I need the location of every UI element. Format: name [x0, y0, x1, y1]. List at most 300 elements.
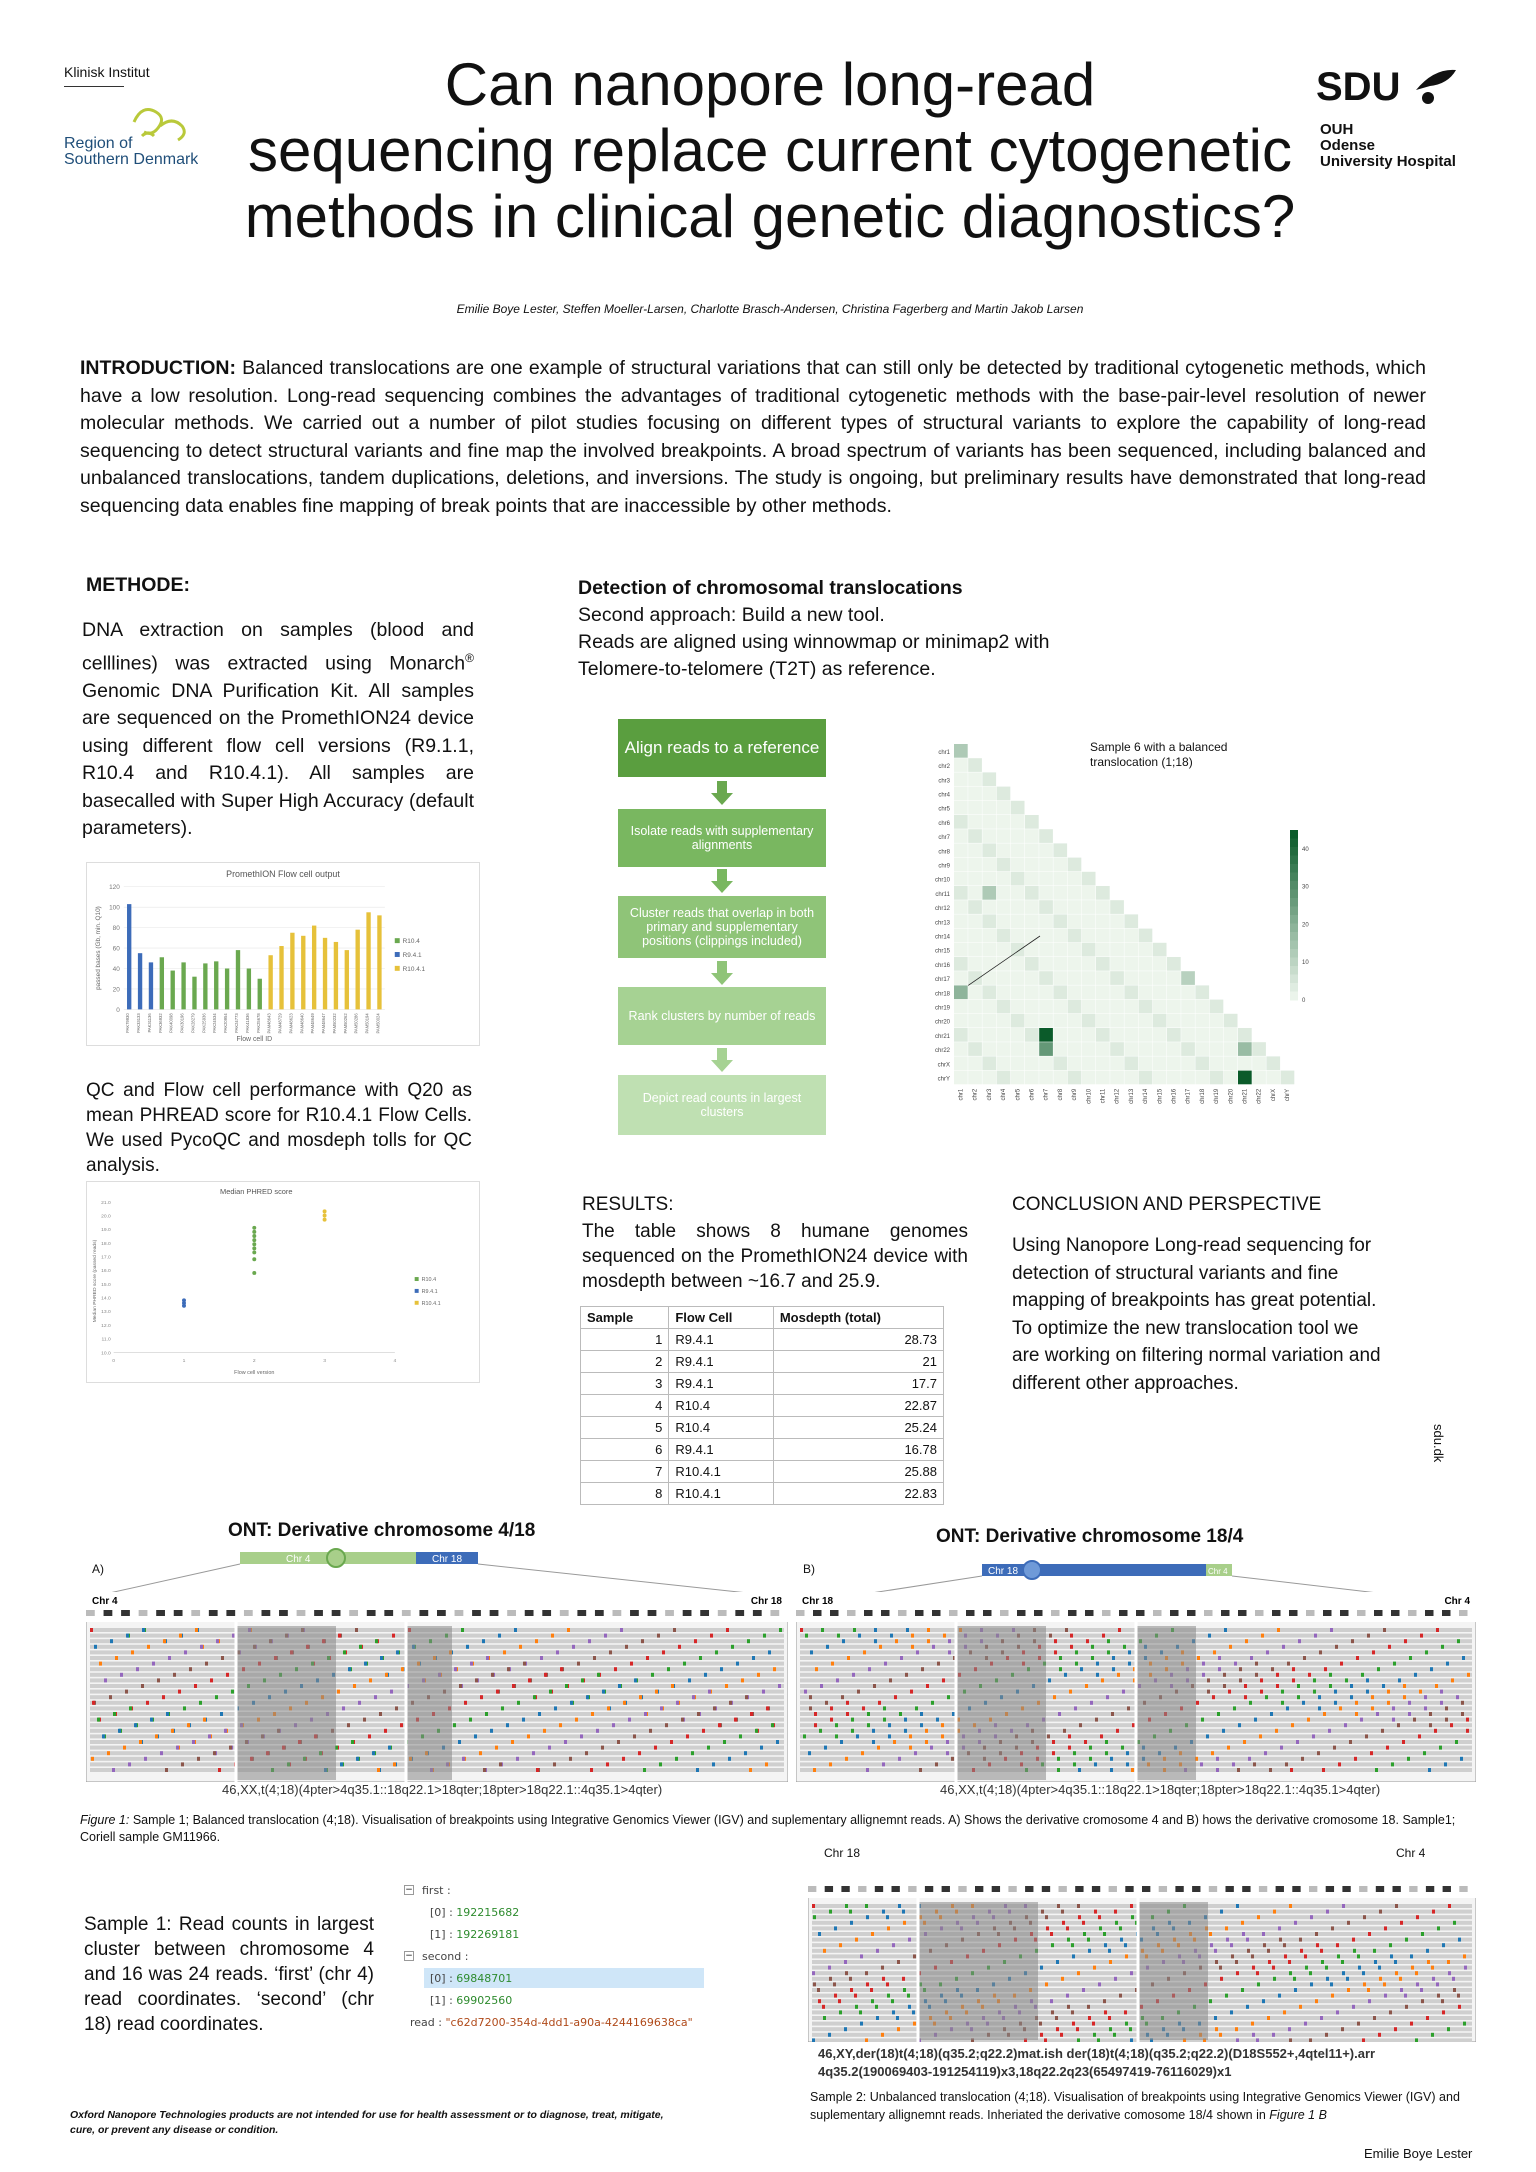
mismatch-mark	[485, 1712, 488, 1716]
mismatch-mark	[1458, 1938, 1461, 1942]
colorbar-tick: 10	[1302, 960, 1309, 967]
ideogram-band	[925, 1886, 933, 1892]
mismatch-mark	[905, 1673, 908, 1677]
flow-step-cluster: Cluster reads that overlap in both primary and supplementary positions (clippings included)	[618, 896, 826, 958]
cell-sample: 7	[581, 1461, 669, 1483]
ideogram-band	[613, 1610, 622, 1616]
y-tick-label: 10.0	[101, 1351, 111, 1357]
ideogram-band	[992, 1886, 1000, 1892]
mismatch-mark	[1064, 1673, 1067, 1677]
mismatch-mark	[577, 1662, 580, 1666]
igv-header	[86, 1592, 788, 1622]
y-tick-label: 18.0	[101, 1241, 111, 1247]
intro-heading: INTRODUCTION:	[80, 357, 236, 379]
mismatch-mark	[856, 1734, 859, 1738]
cell-sample: 2	[581, 1351, 669, 1373]
heatmap-cell	[982, 929, 996, 943]
mismatch-mark	[1377, 1667, 1380, 1671]
mismatch-mark	[1371, 1695, 1374, 1699]
phred-score-chart	[86, 1181, 480, 1383]
mismatch-mark	[1400, 1988, 1403, 1992]
mismatch-mark	[731, 1645, 734, 1649]
heatmap-cell	[1110, 929, 1124, 943]
cell-sample: 6	[581, 1439, 669, 1461]
mismatch-mark	[763, 1634, 766, 1638]
heatmap-cell	[1139, 971, 1153, 985]
mismatch-mark	[1094, 1910, 1097, 1914]
heatmap-cell	[1110, 1028, 1124, 1042]
heatmap-cell	[1082, 886, 1096, 900]
mismatch-mark	[892, 2010, 895, 2014]
mismatch-mark	[812, 1971, 815, 1975]
mismatch-mark	[646, 1656, 649, 1660]
y-tick-label: chr18	[934, 991, 950, 998]
mismatch-mark	[1424, 1695, 1427, 1699]
mismatch-mark	[176, 1746, 179, 1750]
mismatch-mark	[1084, 1740, 1087, 1744]
mismatch-mark	[1456, 1695, 1459, 1699]
mismatch-mark	[951, 1757, 954, 1761]
mismatch-mark	[1124, 1943, 1127, 1947]
mismatch-mark	[1196, 1701, 1199, 1705]
mismatch-mark	[355, 1628, 358, 1632]
panel-b-label: B)	[803, 1562, 815, 1576]
mismatch-mark	[1383, 1982, 1386, 1986]
scatter-point	[252, 1271, 256, 1275]
mismatch-mark	[1331, 1926, 1334, 1930]
mismatch-mark	[1394, 1960, 1397, 1964]
mismatch-mark	[459, 1684, 462, 1688]
ideogram-band	[1204, 1610, 1213, 1616]
mismatch-mark	[1091, 1656, 1094, 1660]
ideogram-band	[1136, 1610, 1145, 1616]
mismatch-mark	[1383, 1628, 1386, 1632]
heatmap-cell	[1068, 1000, 1082, 1014]
mismatch-mark	[1047, 1734, 1050, 1738]
mismatch-mark	[1218, 1667, 1221, 1671]
mismatch-mark	[828, 1966, 831, 1970]
mismatch-mark	[947, 1695, 950, 1699]
hospital-line2: Odense	[1320, 137, 1376, 154]
mismatch-mark	[136, 1667, 139, 1671]
mismatch-mark	[872, 1729, 875, 1733]
mismatch-mark	[874, 1628, 877, 1632]
mismatch-mark	[1080, 1667, 1083, 1671]
mismatch-mark	[1040, 2033, 1043, 2037]
heatmap-cell	[1210, 1014, 1224, 1028]
heatmap-cell	[1238, 1071, 1252, 1085]
legend-label: R10.4	[421, 1277, 437, 1284]
mismatch-mark	[1095, 1718, 1098, 1722]
heatmap-cell	[1139, 957, 1153, 971]
mismatch-mark	[1101, 1678, 1104, 1682]
mismatch-mark	[392, 1634, 395, 1638]
legend-label: R10.4.1	[402, 965, 426, 973]
heatmap-cell	[1011, 971, 1025, 985]
heatmap-cell	[1039, 1071, 1053, 1085]
mismatch-mark	[1379, 1910, 1382, 1914]
mismatch-mark	[1437, 1926, 1440, 1930]
collapse-icon[interactable]: −	[405, 1951, 413, 1961]
heatmap-cell	[1238, 1056, 1252, 1070]
json-item-read[interactable]	[410, 2012, 693, 2032]
mismatch-mark	[887, 1994, 890, 1998]
mismatch-mark	[1229, 1645, 1232, 1649]
mismatch-mark	[852, 1673, 855, 1677]
soft-clip-region	[1138, 1902, 1208, 2040]
colorbar-segment	[1290, 839, 1298, 848]
x-tick-label: 0	[112, 1359, 116, 1365]
heatmap-cell	[1181, 1042, 1195, 1056]
mismatch-mark	[1337, 1954, 1340, 1958]
mismatch-mark	[678, 1645, 681, 1649]
bar	[247, 969, 251, 1010]
mismatch-mark	[486, 1656, 489, 1660]
mismatch-mark	[1310, 1982, 1313, 1986]
y-tick-label: chr5	[938, 806, 950, 813]
cell-mosdepth: 25.88	[773, 1461, 943, 1483]
mismatch-mark	[713, 1706, 716, 1710]
json-item-selected[interactable]	[424, 1968, 704, 1988]
left-chr-label: Chr 4	[92, 1596, 118, 1607]
mismatch-mark	[1251, 2022, 1254, 2026]
mismatch-mark	[1395, 1904, 1398, 1908]
x-tick-label: chr14	[1143, 1088, 1150, 1104]
results-text: The table shows 8 humane genomes sequenced on the PromethION24 device with mosdepth between ~16.7 and 25.9.	[582, 1221, 968, 1292]
mismatch-mark	[1075, 1662, 1078, 1666]
ideogram-band	[825, 1886, 833, 1892]
mismatch-mark	[1352, 1938, 1355, 1942]
mismatch-mark	[829, 1762, 832, 1766]
mismatch-mark	[896, 2016, 899, 2020]
mismatch-mark	[851, 1729, 854, 1733]
y-tick-label: 60	[112, 945, 120, 953]
methods-text-part2: Genomic DNA Purification Kit. All samples are sequenced on the PromethION24 device using different flow cell versions (R9.1.1, R10.4 and R10.4.1). All samples are basecalled with Super High Accuracy (default parameters).	[82, 679, 474, 839]
bar	[356, 930, 360, 1010]
mismatch-mark	[1275, 1729, 1278, 1733]
mismatch-mark	[1455, 1740, 1458, 1744]
mismatch-mark	[1236, 1904, 1239, 1908]
mismatch-mark	[588, 1639, 591, 1643]
mismatch-mark	[1220, 1910, 1223, 1914]
json-item[interactable]	[430, 1902, 519, 1922]
mismatch-mark	[1219, 2033, 1222, 2037]
mismatch-mark	[1267, 2016, 1270, 2020]
mismatch-mark	[512, 1684, 515, 1688]
y-tick-label: chr22	[934, 1048, 950, 1055]
bar	[160, 957, 164, 1009]
heatmap-cell	[968, 829, 982, 843]
mismatch-mark	[1257, 1915, 1260, 1919]
heatmap-cell	[1082, 929, 1096, 943]
mismatch-mark	[1390, 1954, 1393, 1958]
mismatch-mark	[368, 1734, 371, 1738]
ideogram-band	[1000, 1610, 1009, 1616]
mismatch-mark	[815, 1667, 818, 1671]
igv-panel-a	[86, 1592, 788, 1782]
mismatch-mark	[897, 2027, 900, 2031]
mismatch-mark	[1319, 1650, 1322, 1654]
mismatch-mark	[1342, 1971, 1345, 1975]
mismatch-mark	[496, 1690, 499, 1694]
mismatch-mark	[1268, 1960, 1271, 1964]
json-index: [1] :	[430, 1993, 453, 2007]
heatmap-cell	[982, 1028, 996, 1042]
mismatch-mark	[697, 1712, 700, 1716]
mismatch-mark	[1106, 1695, 1109, 1699]
mismatch-mark	[348, 1667, 351, 1671]
mismatch-mark	[197, 1757, 200, 1761]
mismatch-mark	[1103, 1932, 1106, 1936]
mismatch-mark	[771, 1723, 774, 1727]
heatmap-cell	[1110, 1056, 1124, 1070]
x-tick-label: PAK33133	[136, 1013, 142, 1033]
mismatch-mark	[1257, 1982, 1260, 1986]
chart-title: PromethION Flow cell output	[226, 868, 340, 879]
mismatch-mark	[874, 1639, 877, 1643]
mismatch-mark	[809, 1695, 812, 1699]
mismatch-mark	[1293, 1977, 1296, 1981]
heatmap-cell	[1096, 971, 1110, 985]
mismatch-mark	[1345, 1678, 1348, 1682]
mismatch-mark	[657, 1634, 660, 1638]
mismatch-mark	[1207, 1690, 1210, 1694]
y-tick-label: chr21	[934, 1033, 950, 1040]
mismatch-mark	[913, 1954, 916, 1958]
mismatch-mark	[1330, 1628, 1333, 1632]
disclaimer: Oxford Nanopore Technologies products are not intended for use for health assessment or to diagnose, treat, mitigate, cure, or prevent any disease or condition.	[70, 2109, 664, 2136]
mismatch-mark	[1099, 1926, 1102, 1930]
mismatch-mark	[708, 1690, 711, 1694]
translocation-heatmap	[900, 730, 1320, 1110]
mismatch-mark	[1445, 1706, 1448, 1710]
mismatch-mark	[1044, 2038, 1047, 2042]
mismatch-mark	[1392, 1706, 1395, 1710]
mismatch-mark	[1403, 1695, 1406, 1699]
heatmap-cell	[1096, 985, 1110, 999]
heatmap-cell	[1011, 914, 1025, 928]
heatmap-cell	[1124, 985, 1138, 999]
right-chr-label: Chr 4	[1444, 1596, 1470, 1607]
json-item[interactable]	[430, 1924, 519, 1944]
heatmap-cell	[1096, 914, 1110, 928]
bar	[138, 953, 142, 1009]
mismatch-mark	[1421, 1932, 1424, 1936]
mismatch-mark	[846, 1712, 849, 1716]
mismatch-mark	[168, 1656, 171, 1660]
mismatch-mark	[718, 1723, 721, 1727]
mismatch-mark	[925, 1740, 928, 1744]
mismatch-mark	[1444, 1762, 1447, 1766]
mismatch-mark	[1272, 1966, 1275, 1970]
mismatch-mark	[839, 2010, 842, 2014]
ideogram-band	[139, 1610, 148, 1616]
heatmap-cell	[1195, 985, 1209, 999]
title-line-3: methods in clinical genetic diagnostics?	[244, 183, 1296, 250]
heatmap-cell	[1224, 1028, 1238, 1042]
mismatch-mark	[651, 1673, 654, 1677]
heatmap-cell	[1068, 858, 1082, 872]
json-item[interactable]	[430, 1990, 512, 2010]
ideogram-band	[796, 1610, 805, 1616]
heatmap-cell	[1153, 1071, 1167, 1085]
panel-a-karyotype: 46,XX,t(4;18)(4pter>4q35.1::18q22.1>18qter;18pter>18q22.1::4q35.1>4qter)	[222, 1782, 663, 1797]
legend-swatch	[395, 938, 400, 943]
sdu-url[interactable]: sdu.dk	[1431, 1424, 1446, 1463]
heatmap-cell	[982, 943, 996, 957]
x-tick-label: PAK40098	[168, 1013, 174, 1033]
heatmap-cell	[1011, 872, 1025, 886]
json-node-second[interactable]	[404, 1946, 468, 1966]
collapse-icon[interactable]: −	[405, 1885, 413, 1895]
mismatch-mark	[94, 1645, 97, 1649]
heatmap-cell	[997, 858, 1011, 872]
mismatch-mark	[570, 1701, 573, 1705]
json-value: 192269181	[456, 1927, 520, 1941]
cell-sample: 1	[581, 1329, 669, 1351]
y-tick-label: 20	[112, 986, 120, 994]
heatmap-cell	[1096, 900, 1110, 914]
heatmap-cell	[954, 886, 968, 900]
mismatch-mark	[1049, 1634, 1052, 1638]
mismatch-mark	[1289, 1904, 1292, 1908]
heatmap-cell	[1195, 1042, 1209, 1056]
heatmap-cell	[968, 815, 982, 829]
heatmap-cell	[1068, 985, 1082, 999]
mismatch-mark	[625, 1645, 628, 1649]
mismatch-mark	[1323, 1712, 1326, 1716]
mismatch-mark	[1127, 1706, 1130, 1710]
mismatch-mark	[712, 1762, 715, 1766]
mismatch-mark	[1250, 1656, 1253, 1660]
mismatch-mark	[462, 1757, 465, 1761]
heatmap-cell	[1110, 971, 1124, 985]
figure1-caption-text: Sample 1; Balanced translocation (4;18). Visualisation of breakpoints using Integrative Genomics Viewer (IGV) and suplementary allignemnt reads. A) Shows the derivative cromosome 4 and B) hows the derivative cromosome 18. Sample1; Coriell sample GM11966.	[80, 1813, 1456, 1844]
x-tick-label: chr22	[1256, 1088, 1263, 1104]
mismatch-mark	[1376, 1712, 1379, 1716]
y-tick-label: chrY	[937, 1076, 950, 1083]
x-axis-label: Flow cell version	[234, 1370, 275, 1377]
mismatch-mark	[1065, 1628, 1068, 1632]
ideogram-band	[1409, 1886, 1417, 1892]
heatmap-cell	[1053, 1042, 1067, 1056]
heatmap-cell	[968, 772, 982, 786]
y-tick-label: 80	[112, 925, 120, 933]
mismatch-mark	[1060, 2033, 1063, 2037]
igv-panel-b	[796, 1592, 1476, 1782]
mismatch-mark	[536, 1768, 539, 1772]
mismatch-mark	[1077, 1904, 1080, 1908]
heatmap-cell	[1025, 843, 1039, 857]
bar	[236, 950, 240, 1009]
left-chr-label: Chr 18	[802, 1596, 834, 1607]
figure1-caption	[80, 1812, 1480, 1846]
heatmap-cell	[1096, 929, 1110, 943]
mismatch-mark	[1209, 1999, 1212, 2003]
mismatch-mark	[865, 1971, 868, 1975]
mismatch-mark	[1247, 1949, 1250, 1953]
heatmap-cell	[968, 872, 982, 886]
cell-mosdepth: 22.87	[773, 1395, 943, 1417]
mismatch-mark	[1304, 2022, 1307, 2026]
mismatch-mark	[1214, 2016, 1217, 2020]
mismatch-mark	[1404, 1639, 1407, 1643]
mismatch-mark	[1119, 1926, 1122, 1930]
heatmap-cell	[954, 872, 968, 886]
cell-mosdepth: 25.24	[773, 1417, 943, 1439]
mismatch-mark	[644, 1712, 647, 1716]
y-tick-label: chrX	[937, 1062, 950, 1069]
heatmap-cell	[1238, 1042, 1252, 1056]
mismatch-mark	[882, 1977, 885, 1981]
y-tick-label: chr2	[938, 764, 950, 771]
mismatch-mark	[1053, 1695, 1056, 1699]
mismatch-mark	[1457, 1639, 1460, 1643]
mismatch-mark	[1378, 1966, 1381, 1970]
mismatch-mark	[1328, 1729, 1331, 1733]
mismatch-mark	[178, 1690, 181, 1694]
cell-flowcell: R9.4.1	[669, 1329, 773, 1351]
mismatch-mark	[179, 1634, 182, 1638]
bar	[268, 955, 272, 1009]
mismatch-mark	[1358, 1966, 1361, 1970]
mismatch-mark	[601, 1746, 604, 1750]
heatmap-cell	[1124, 929, 1138, 943]
down-arrow-icon	[710, 1048, 734, 1072]
bar	[214, 961, 218, 1009]
mismatch-mark	[1314, 1634, 1317, 1638]
mismatch-mark	[1117, 1673, 1120, 1677]
mismatch-mark	[1116, 1729, 1119, 1733]
mismatch-mark	[199, 1701, 202, 1705]
mismatch-mark	[883, 1706, 886, 1710]
mismatch-mark	[1431, 1966, 1434, 1970]
mismatch-mark	[1097, 2038, 1100, 2042]
json-node-first[interactable]	[404, 1880, 451, 1900]
mismatch-mark	[1292, 1667, 1295, 1671]
mismatch-mark	[1086, 1639, 1089, 1643]
heatmap-cell	[1096, 1028, 1110, 1042]
heatmap-cell	[954, 787, 968, 801]
mismatch-mark	[1299, 2005, 1302, 2009]
mismatch-mark	[1264, 1751, 1267, 1755]
mismatch-mark	[840, 1740, 843, 1744]
ideogram-band	[226, 1610, 235, 1616]
mismatch-mark	[1045, 1982, 1048, 1986]
mismatch-mark	[1453, 1988, 1456, 1992]
heatmap-cell	[968, 1042, 982, 1056]
heatmap-cell	[1224, 1042, 1238, 1056]
mismatch-mark	[495, 1746, 498, 1750]
heatmap-cell	[954, 914, 968, 928]
heatmap-cell	[1025, 886, 1039, 900]
detection-line-1: Second approach: Build a new tool.	[578, 604, 885, 626]
mismatch-mark	[866, 1915, 869, 1919]
mismatch-mark	[1269, 1768, 1272, 1772]
mismatch-mark	[1316, 1943, 1319, 1947]
title-line-2: sequencing replace current cytogenetic	[248, 117, 1292, 184]
bar	[301, 936, 305, 1010]
ideogram-band	[1289, 1610, 1298, 1616]
x-tick-label: chr3	[986, 1088, 993, 1101]
y-tick-label: 11.0	[101, 1337, 111, 1343]
y-tick-label: chr11	[935, 891, 950, 898]
mismatch-mark	[844, 2027, 847, 2031]
mismatch-mark	[400, 1723, 403, 1727]
sdu-logo-text: SDU	[1316, 65, 1401, 109]
heatmap-cell	[1025, 914, 1039, 928]
mismatch-mark	[810, 1650, 813, 1654]
